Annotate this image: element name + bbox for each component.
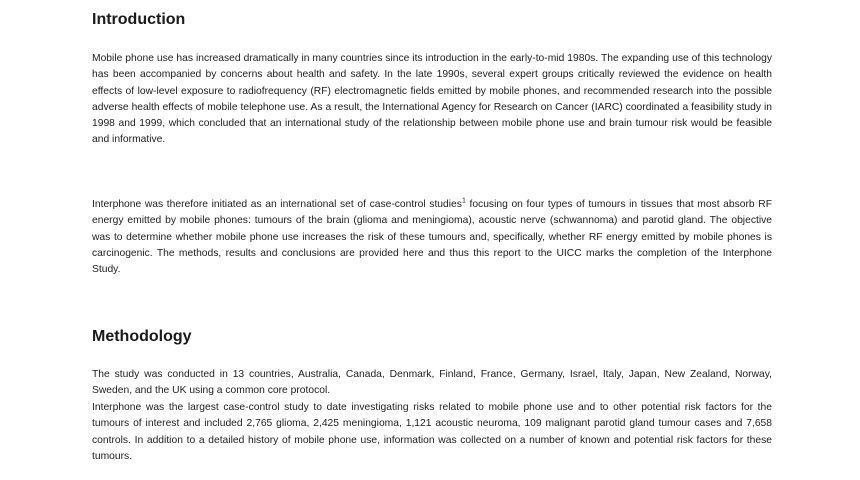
introduction-heading: Introduction [92, 11, 186, 28]
introduction-paragraph-2 [92, 197, 772, 278]
methodology-heading: Methodology [92, 328, 192, 345]
methodology-paragraph-1: The study was conducted in 13 countries, Australia, Canada, Denmark, Finland, France, Germany, Israel, Italy, Japan, New Zealand, Norway, Sweden, and the UK using a common core protocol. [92, 369, 772, 397]
methodology-paragraph-2: Interphone was the largest case-control study to date investigating risks related to mobile phone use and to other potential risk factors for the tumours of interest and included 2,765 glioma, 2,425 meningioma, 1,121 acoustic neuroma, 109 malignant parotid gland tumour cases and 7,658 controls. In addition to a detailed history of mobile phone use, information was collected on a number of known and potential risk factors for these tumours. [92, 402, 772, 462]
footnote-marker: 1 [461, 197, 466, 205]
introduction-paragraph-2-text-b: focusing on four types of tumours in tissues that most absorb RF energy emitted by mobile phones: tumours of the brain (glioma and meningioma), acoustic nerve (schwannoma) and parotid gland. The objective was to determine whether mobile phone use increases the risk of these tumours and, specifically, whether RF energy emitted by mobile phones is carcinogenic. The methods, results and conclusions are provided here and thus this report to the UICC marks the completion of the Interphone Study. [92, 199, 773, 276]
introduction-paragraph-2-text-a: Interphone was therefore initiated as an international set of case-control studies [92, 199, 462, 210]
introduction-paragraph-1: Mobile phone use has increased dramatically in many countries since its introduction in the early-to-mid 1980s. The expanding use of this technology has been accompanied by concerns about health and safety. In the late 1990s, several expert groups critically reviewed the evidence on health effects of low-level exposure to radiofrequency (RF) electromagnetic fields emitted by mobile phones, and recommended research into the possible adverse health effects of mobile telephone use. As a result, the International Agency for Research on Cancer (IARC) coordinated a feasibility study in 1998 and 1999, which concluded that an international study of the relationship between mobile phone use and brain tumour risk would be feasible and informative. [92, 53, 772, 146]
